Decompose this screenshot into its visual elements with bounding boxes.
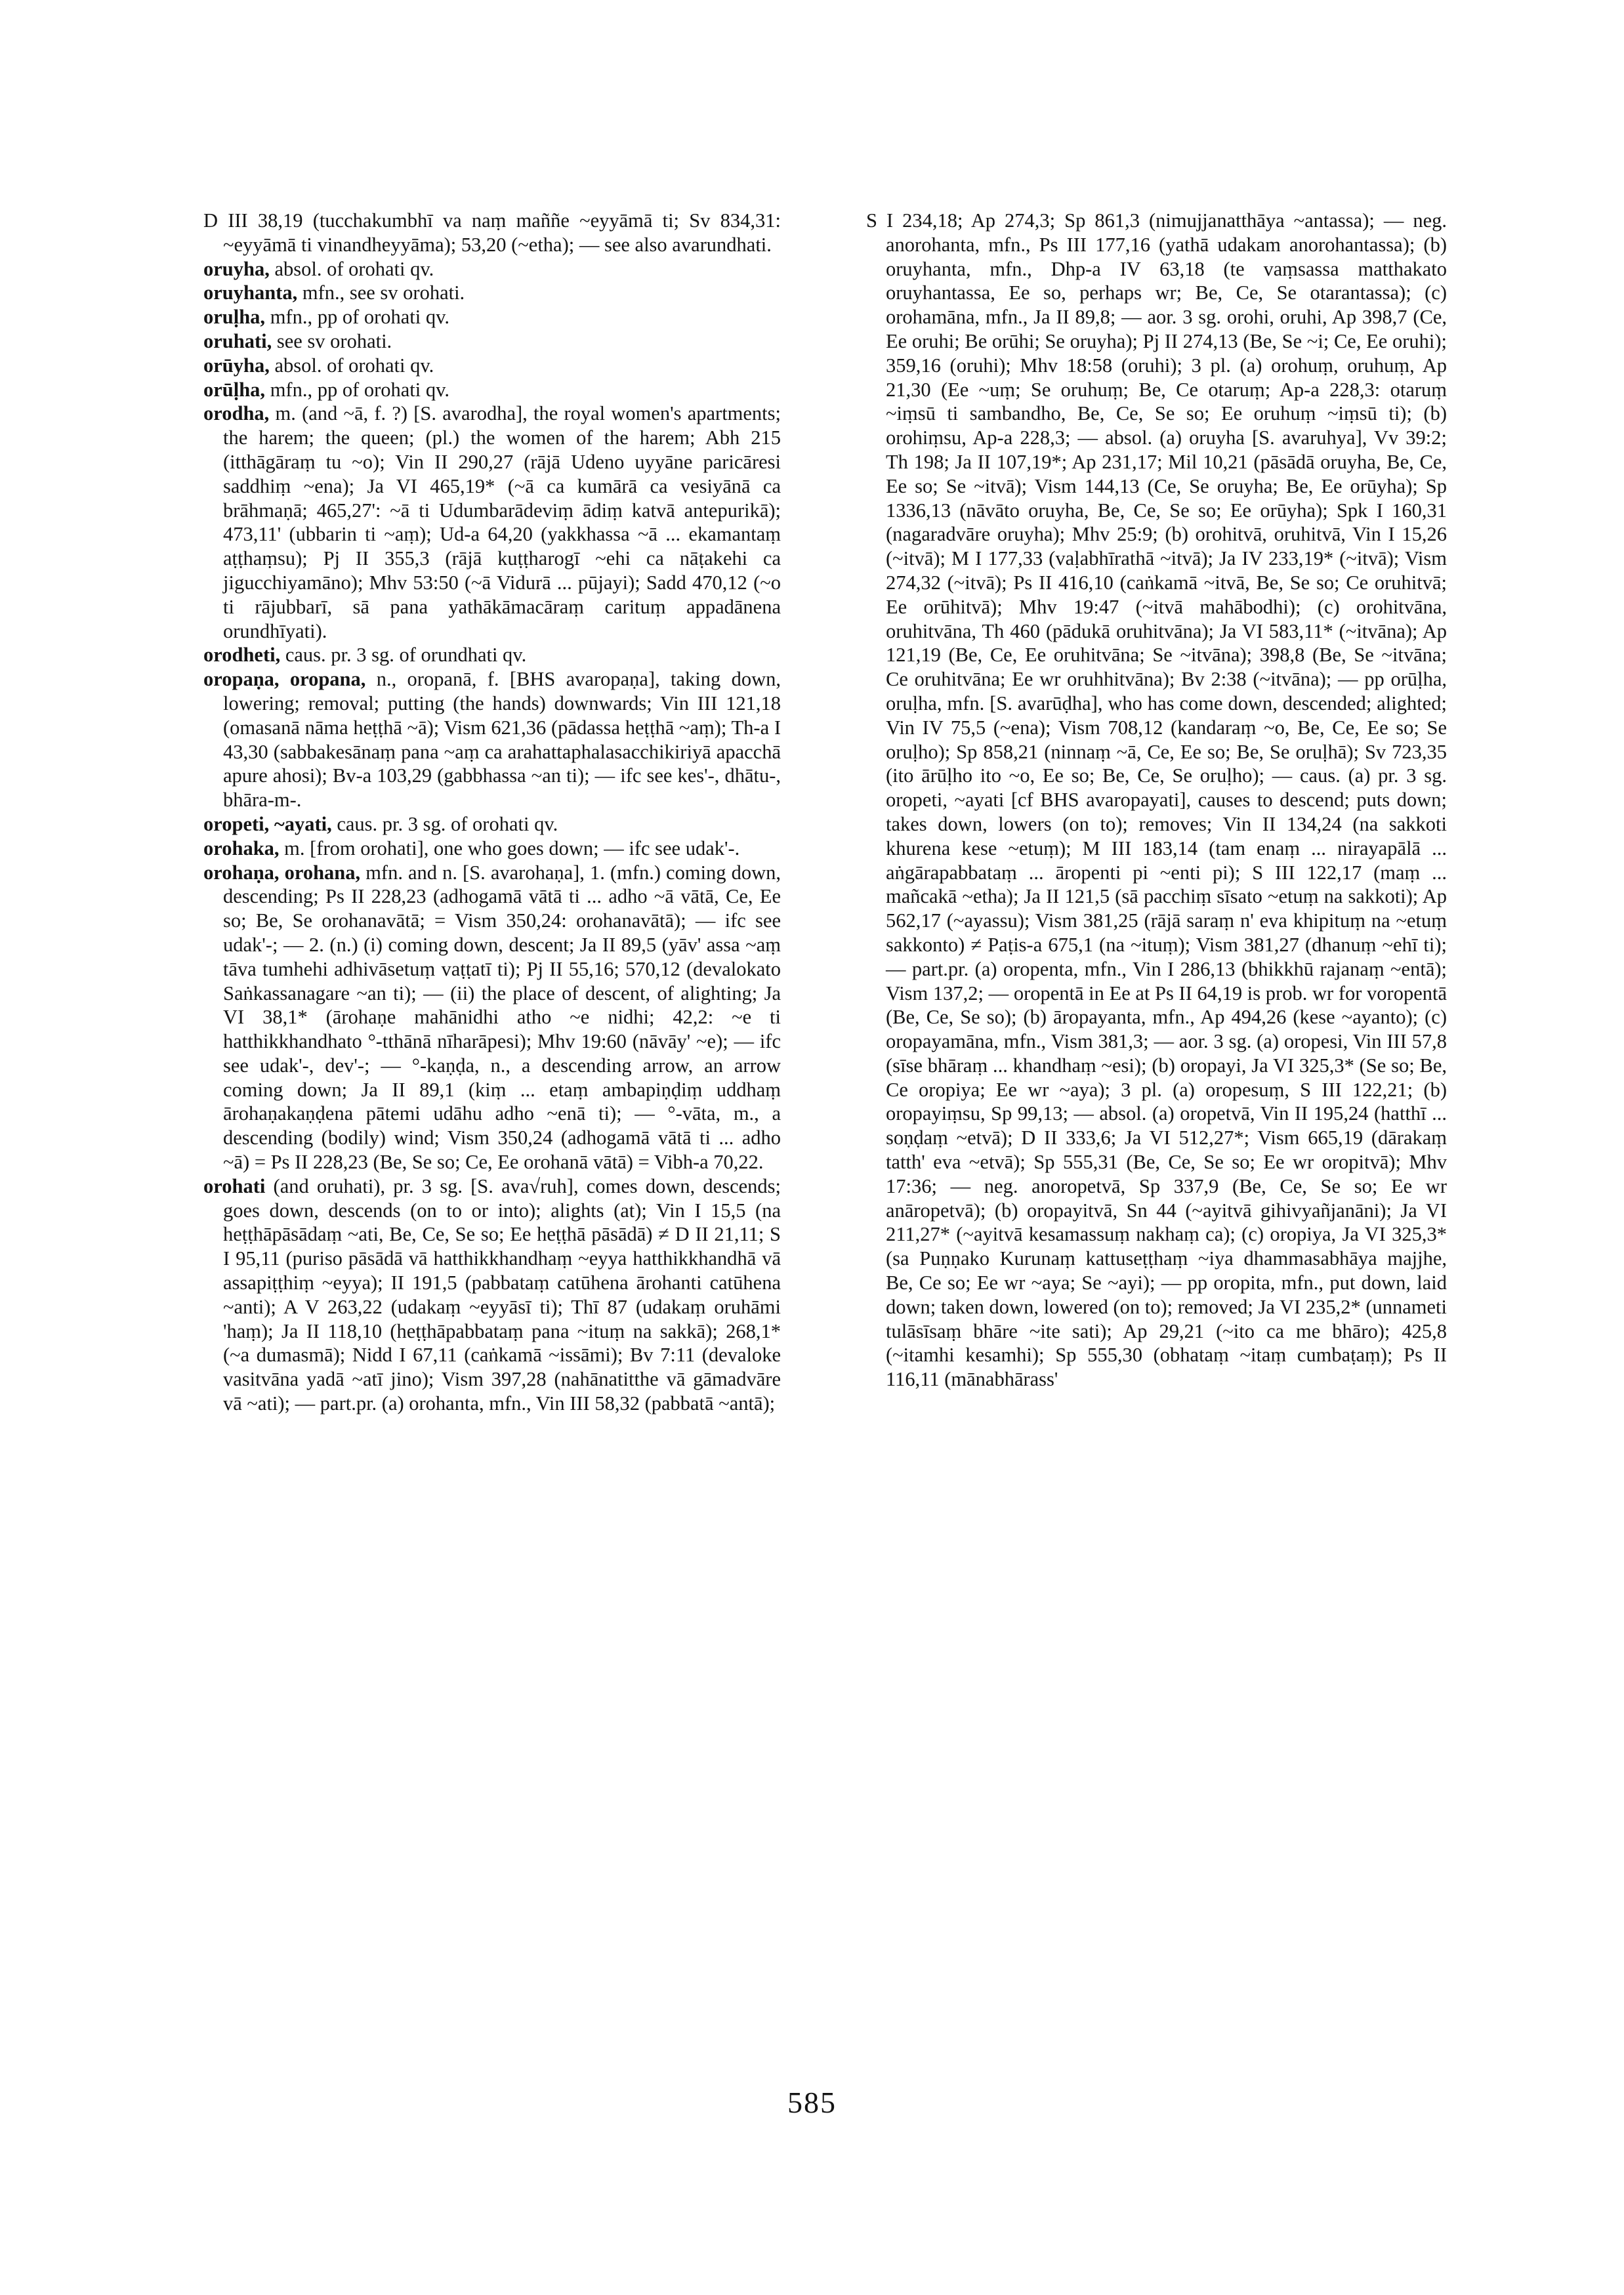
dictionary-entry [203,305,781,329]
entry-text: m. (and ~ā, f. ?) [S. avarodha], the royal women's apartments; the harem; the queen; (pl.) the women of the harem; Abh 215 (itthāgāraṃ tu ~o); Vin II 290,27 (rājā Udeno uyyāne paricāresi saddhiṃ ~ena); Ja VI 465,19* (~ā ca kumārā ca vesiyānā ca brāhmaṇā; 465,27': ~ā ti Udumbarādeviṃ ādiṃ katvā antepurikā); 473,11' (ubbarin ti ~aṃ); Ud-a 64,20 (yakkhassa ~ā ... ekamantaṃ aṭṭhaṃsu); Pj II 355,3 (rājā kuṭṭharogī ~ehi ca nāṭakehi ca jigucchiyamāno); Mhv 53:50 (~ā Vidurā ... pūjayi); Sadd 470,12 (~o ti rājubbarī, sā pana yathākāmacāraṃ carituṃ appadānena orundhīyati). [223,402,781,642]
entry-text: mfn., pp of orohati qv. [270,378,450,401]
right-column [866,209,1447,1392]
dictionary-entry [203,1174,781,1416]
entry-text: absol. of orohati qv. [274,354,434,377]
entry-text: D III 38,19 (tucchakumbhī va naṃ maññe ~eyyāmā ti; Sv 834,31: ~eyyāmā ti vinandheyyāma); 53,20 (~etha); — see also avarundhati. [203,209,781,256]
dictionary-entry [203,354,781,378]
headword: oruyhanta, [203,281,298,304]
headword: oropaṇa, oropana, [203,668,366,691]
dictionary-entry [203,402,781,643]
entry-text: mfn. and n. [S. avarohaṇa], 1. (mfn.) coming down, descending; Ps II 228,23 (adhogamā vātā ti ... adho ~ā vātā, Ce, Ee so; Be, Se orohanavātā; = Vism 350,24: orohanavātā); — ifc see udak'-; — 2. (n.) (i) coming down, descent; Ja II 89,5 (yāv' assa ~aṃ tāva tumhehi adhivāsetuṃ vaṭṭatī ti); Pj II 55,16; 570,12 (devalokato Saṅkassanagare ~an ti); — (ii) the place of descent, of alighting; Ja VI 38,1* (ārohaṇe mahānidhi atho ~e nidhi; 42,2: ~e ti hatthikkhandhato °-tthānā nīharāpesi); Mhv 19:60 (nāvāy' ~e); — ifc see udak'-, dev'-; — °-kaṇḍa, n., a descending arrow, an arrow coming down; Ja II 89,1 (kiṃ ... etaṃ ambapiṇḍiṃ uddhaṃ ārohaṇakaṇḍena pātemi udāhu adho ~enā ti); — °-vāta, m., a descending (bodily) wind; Vism 350,24 (adhogamā vātā ti ... adho ~ā) = Ps II 228,23 (Be, Se so; Ce, Ee orohanā vātā) = Vibh-a 70,22. [223,861,781,1174]
entry-text: mfn., pp of orohati qv. [270,306,450,329]
continued-entry [203,209,781,257]
entry-text: see sv orohati. [276,329,392,352]
entry-text: n., oropanā, f. [BHS avaropaṇa], taking down, lowering; removal; putting (the hands) downwards; Vin III 121,18 (omasanā nāma heṭṭhā ~ā); Vism 621,36 (pādassa heṭṭhā ~aṃ); Th-a I 43,30 (sabbakesānaṃ pana ~aṃ ca arahattaphalasacchikiriyā apacchā apure ahosi); Bv-a 103,29 (gabbhassa ~an ti); — ifc see kes'-, dhātu-, bhāra-m-. [223,668,781,812]
headword: oruyha, [203,257,270,280]
headword: orodheti, [203,644,281,667]
headword: orohaka, [203,837,280,859]
headword: oruhati, [203,329,272,352]
dictionary-entry [203,643,781,667]
entry-text: mfn., see sv orohati. [302,281,465,304]
dictionary-entry [203,378,781,402]
entry-text: caus. pr. 3 sg. of orohati qv. [337,812,558,835]
dictionary-entry [203,667,781,812]
headword: orodha, [203,402,270,425]
headword: orohaṇa, orohana, [203,861,361,884]
entry-text: absol. of orohati qv. [274,257,434,280]
entry-text: m. [from orohati], one who goes down; — ifc see udak'-. [284,837,740,859]
entry-text: S I 234,18; Ap 274,3; Sp 861,3 (nimujjanatthāya ~antassa); — neg. anorohanta, mfn., Ps III 177,16 (yathā udakam anorohantassa); (b) oruyhanta, mfn., Dhp-a IV 63,18 (te vaṃsassa matthakato oruyhantassa, Ee so, perhaps wr; Be, Ce, Se otarantassa); (c) orohamāna, mfn., Ja II 89,8; — aor. 3 sg. orohi, oruhi, Ap 398,7 (Ce, Ee oruhi; Be orūhi; Se oruyha); Pj II 274,13 (Be, Se ~i; Ce, Ee oruhi); 359,16 (oruhi); Mhv 18:58 (oruhi); 3 pl. (a) orohuṃ, oruhuṃ, Ap 21,30 (Ee ~uṃ; Se oruhuṃ; Be, Ce otaruṃ; Ap-a 228,3: otaruṃ ~iṃsū ti sambandho, Be, Ce, Se so; Ee oruhuṃ ~iṃsū ti); (b) orohiṃsu, Ap-a 228,3; — absol. (a) oruyha [S. avaruhya], Vv 39:2; Th 198; Ja II 107,19*; Ap 231,17; Mil 10,21 (pāsādā oruyha, Be, Ce, Ee so; Se ~itvā); Vism 144,13 (Ce, Se oruyha; Be, Ee orūyha); Sp 1336,13 (nāvāto oruyha, Be, Ce, Se so; Ee orūyha); Spk I 160,31 (nagaradvāre oruyha); Mhv 25:9; (b) orohitvā, oruhitvā, Vin I 15,26 (~itvā); M I 177,33 (vaḷabhīrathā ~itvā); Ja IV 233,19* (~itvā); Vism 274,32 (~itvā); Ps II 416,10 (caṅkamā ~itvā, Be, Se so; Ce oruhitvā; Ee orūhitvā); Mhv 19:47 (~itvā mahābodhi); (c) orohitvāna, oruhitvāna, Th 460 (pādukā oruhitvāna); Ja VI 583,11* (~itvāna); Ap 121,19 (Be, Ce, Ee oruhitvāna; Se ~itvāna); 398,8 (Be, Se ~itvāna; Ce oruhitvāna; Ee wr oruhhitvāna); Bv 2:38 (~itvāna); — pp orūḷha, oruḷha, mfn. [S. avarūḍha], who has come down, descended; alighted; Vin IV 75,5 (~ena); Vism 708,12 (kandaraṃ ~o, Be, Ce, Ee so; Se oruḷho); Sp 858,21 (ninnaṃ ~ā, Ce, Ee so; Be, Se oruḷhā); Sv 723,35 (ito ārūḷho ito ~o, Ee so; Be, Ce, Se oruḷho); — caus. (a) pr. 3 sg. oropeti, ~ayati [cf BHS avaropayati], causes to descend; puts down; takes down, lowers (on to); removes; Vin II 134,24 (na sakkoti khurena kese ~etuṃ); M III 183,14 (tam enaṃ ... nirayapālā ... aṅgārapabbataṃ ... āropenti pi ~enti pi); S III 122,17 (maṃ ... mañcakā ~etha); Ja II 121,5 (sā pacchiṃ sīsato ~etuṃ na sakkoti); Ap 562,17 (~ayassu); Vism 381,25 (rājā saraṃ n' eva khipituṃ na ~etuṃ sakkonto) ≠ Paṭis-a 675,1 (na ~ituṃ); Vism 381,27 (dhanuṃ ~ehī ti); — part.pr. (a) oropenta, mfn., Vin I 286,13 (bhikkhū rajanaṃ ~entā); Vism 137,2; — oropentā in Ee at Ps II 64,19 is prob. wr for voropentā (Be, Ce, Se so); (b) āropayanta, mfn., Ap 494,26 (kese ~ayanto); (c) oropayamāna, mfn., Vism 381,3; — aor. 3 sg. (a) oropesi, Vin III 57,8 (sīse bhāraṃ ... khandhaṃ ~esi); (b) oropayi, Ja VI 325,3* (Se so; Be, Ce oropiya; Ee wr ~aya); 3 pl. (a) oropesuṃ, S III 122,21; (b) oropayiṃsu, Sp 99,13; — absol. (a) oropetvā, Vin II 195,24 (hatthī ... soṇḍaṃ ~etvā); D II 333,6; Ja VI 512,27*; Vism 665,19 (dārakaṃ tatth' eva ~etvā); Sp 555,31 (Be, Ce, Se so; Ee wr oropitvā); Mhv 17:36; — neg. anoropetvā, Sp 337,9 (Be, Ce, Se so; Ee wr anāropetvā); (b) oropayitvā, Sn 44 (~ayitvā gihivyañjanāni); Ja VI 211,27* (~ayitvā kesamassuṃ nakhaṃ ca); (c) oropiya, Ja VI 325,3* (sa Puṇṇako Kurunaṃ kattuseṭṭhaṃ ~iya dhammasabhāya majjhe, Be, Ce so; Ee wr ~aya; Se ~ayi); — pp oropita, mfn., put down, laid down; taken down, lowered (on to); removed; Ja VI 235,2* (unnameti tulāsīsaṃ bhāre ~ite sati); Ap 29,21 (~ito ca me bhāro); 425,8 (~itamhi kesamhi); Sp 555,30 (obhataṃ ~itaṃ cumbaṭaṃ); Ps II 116,11 (mānabhārass' [866,209,1447,1391]
dictionary-entry [203,812,781,837]
headword: orūyha, [203,354,270,377]
continued-entry [866,209,1447,1392]
headword: oropeti, ~ayati, [203,812,332,835]
entry-text: (and oruhati), pr. 3 sg. [S. ava√ruh], comes down, descends; goes down, descends (on to or into); alights (at); Vin I 15,5 (na heṭṭhāpāsādaṃ ~ati, Be, Ce, Se so; Ee heṭṭhā pāsādā) ≠ D II 21,11; S I 95,11 (puriso pāsādā vā hatthikkhandhaṃ ~eyya hatthikkhandhā vā assapiṭṭhiṃ ~eyya); II 191,5 (pabbataṃ catūhena ārohanti catūhena ~anti); A V 263,22 (udakaṃ ~eyyāsī ti); Thī 87 (udakaṃ oruhāmi 'haṃ); Ja II 118,10 (heṭṭhāpabbataṃ pana ~ituṃ na sakkā); 268,1* (~a dumasmā); Nidd I 67,11 (caṅkamā ~issāmi); Bv 7:11 (devaloke vasitvāna yadā ~atī jino); Vism 397,28 (nahānatitthe vā gāmadvāre vā ~ati); — part.pr. (a) orohanta, mfn., Vin III 58,32 (pabbatā ~antā); [223,1174,781,1415]
headword: oruḷha, [203,306,266,329]
headword: orūḷha, [203,378,266,401]
dictionary-entry [203,257,781,281]
left-column [203,209,781,1416]
headword: orohati [203,1174,266,1197]
page-number: 585 [787,2086,837,2119]
dictionary-entry [203,329,781,354]
dictionary-entry [203,861,781,1174]
dictionary-entry [203,837,781,861]
entry-text: caus. pr. 3 sg. of orundhati qv. [285,644,527,667]
dictionary-entry [203,281,781,305]
